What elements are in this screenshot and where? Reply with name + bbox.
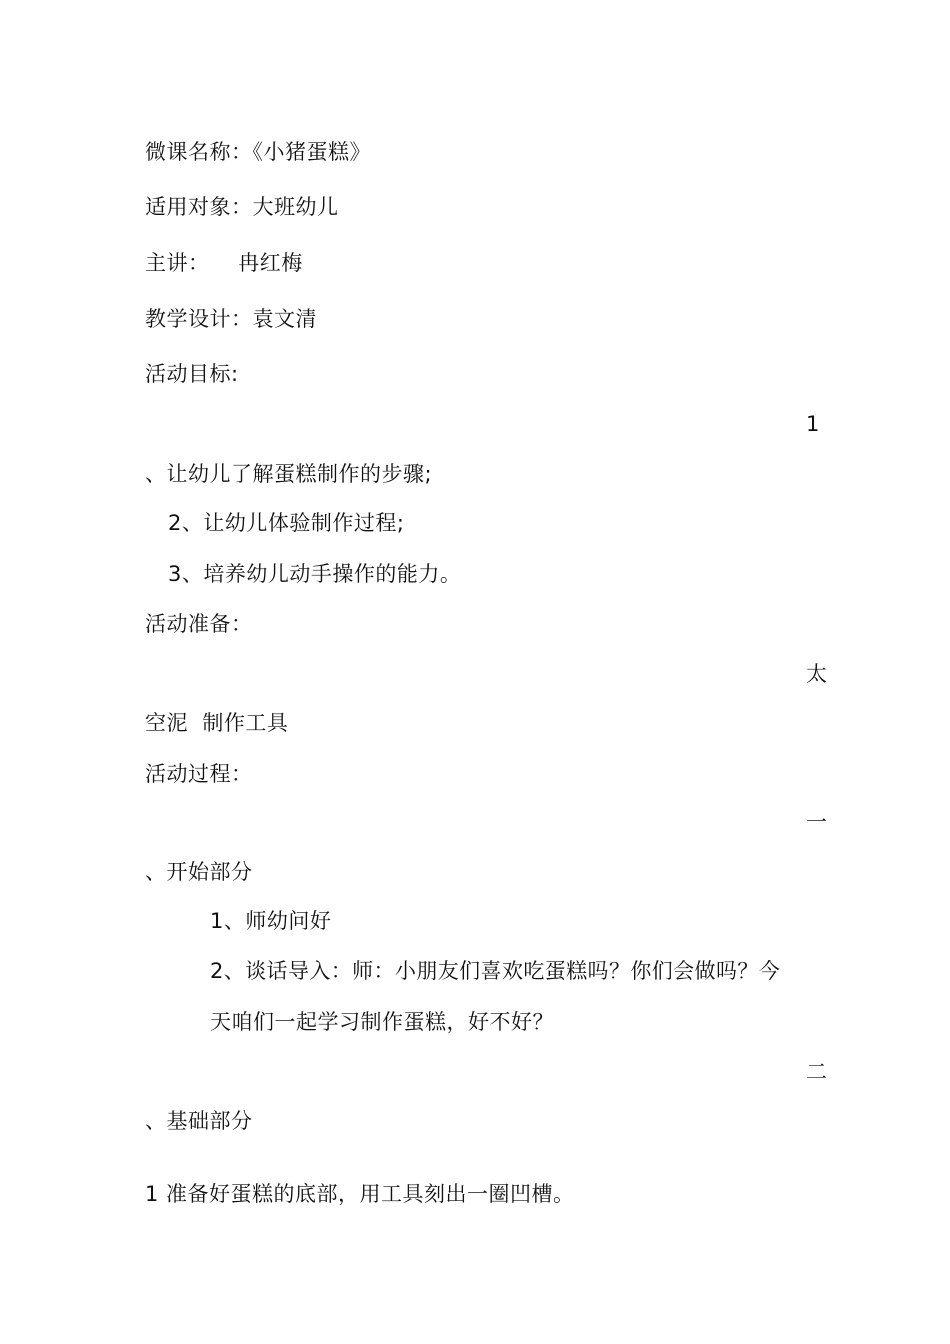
goal-2: 2、让幼儿体验制作过程;: [168, 511, 405, 535]
goal-1-number: 1: [806, 412, 820, 436]
part-1-step-2-line-1: 2、谈话导入：师：小朋友们喜欢吃蛋糕吗？你们会做吗？今: [210, 959, 781, 983]
preparation-materials: 空泥 制作工具: [145, 711, 289, 735]
lecturer: 主讲： 冉红梅: [145, 251, 303, 275]
part-1-number: 一: [806, 810, 827, 834]
part-2-step-1: 1 准备好蛋糕的底部，用工具刻出一圈凹槽。: [145, 1182, 575, 1206]
preparation-heading: 活动准备：: [145, 612, 253, 636]
goals-heading: 活动目标:: [145, 362, 239, 386]
goal-1-text: 、让幼儿了解蛋糕制作的步骤;: [145, 462, 433, 486]
part-1-title: 、开始部分: [145, 860, 253, 884]
part-2-title: 、基础部分: [145, 1109, 253, 1133]
part-1-step-2-line-2: 天咱们一起学习制作蛋糕，好不好？: [210, 1010, 554, 1034]
part-1-step-1: 1、师幼问好: [210, 909, 332, 933]
preparation-fragment: 太: [806, 662, 827, 686]
goal-3: 3、培养幼儿动手操作的能力。: [168, 562, 462, 586]
target-audience: 适用对象：大班幼儿: [145, 195, 339, 219]
teaching-design: 教学设计：袁文清: [145, 307, 317, 331]
part-2-number: 二: [806, 1060, 827, 1084]
process-heading: 活动过程：: [145, 762, 253, 786]
course-name: 微课名称：《小猪蛋糕》: [145, 140, 371, 164]
